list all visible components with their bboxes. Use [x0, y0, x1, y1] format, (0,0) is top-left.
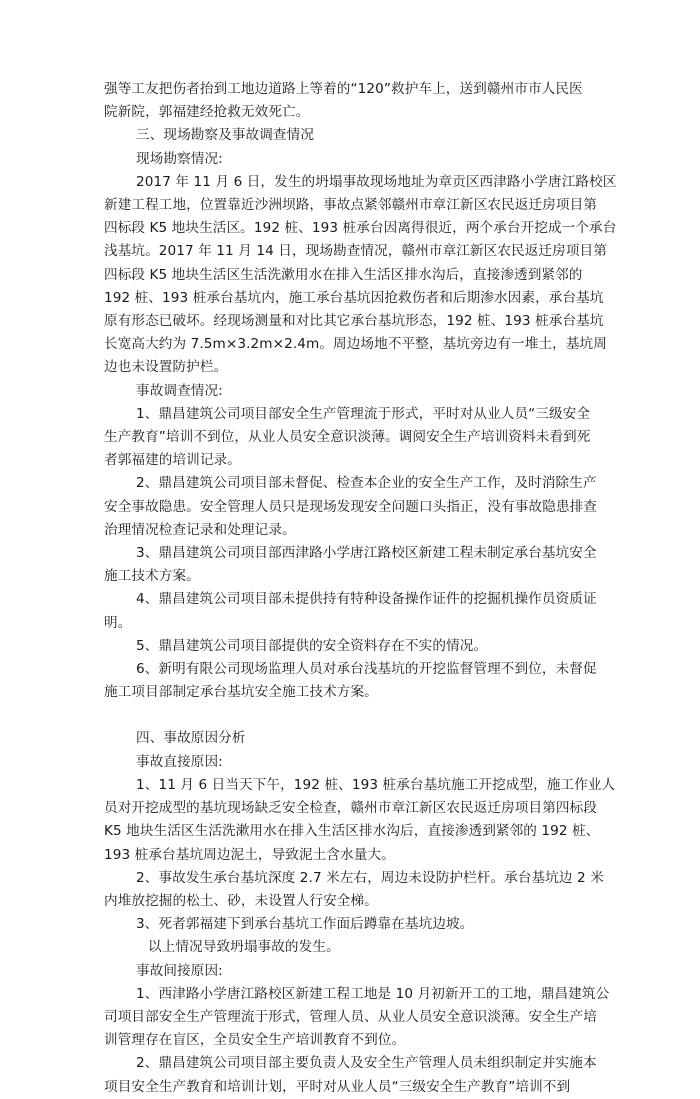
- text-line: 2、事故发生承台基坑深度 2.7 米左右，周边未设防护栏杆。承台基坑边 2 米: [136, 869, 604, 886]
- text-line: 院新院，郭福建经抢救无效死亡。: [104, 104, 310, 121]
- text-line: 内堆放挖掘的松土、砂，未设置人行安全梯。: [104, 892, 378, 909]
- text-line: 施工技术方案。: [104, 568, 200, 585]
- text-line: 强等工友把伤者抬到工地边道路上等着的“120”救护车上，送到赣州市市人民医: [104, 81, 583, 97]
- direct-cause-3: [104, 913, 600, 936]
- investigation-item-6: [104, 658, 600, 704]
- text-line: 边也未设置防护栏。: [104, 359, 228, 376]
- text-line: 四标段 K5 地块生活区生活洗漱用水在排入生活区排水沟后，直接渗透到紧邻的: [104, 266, 583, 283]
- text-line: 新建工程工地，位置靠近沙洲坝路，事故点紧邻赣州市章江新区农民返迁房项目第: [104, 197, 597, 214]
- direct-cause-summary: 以上情况导致坍塌事故的发生。: [148, 939, 340, 956]
- text-line: 192 桩、193 桩承台基坑内，施工承台基坑因抢救伤者和后期渗水因素，承台基坑: [104, 289, 604, 306]
- direct-cause-1: [104, 774, 616, 867]
- investigation-item-2: [104, 472, 600, 542]
- investigation-item-3: [104, 542, 600, 588]
- text-line: 2、鼎昌建筑公司项目部未督促、检查本企业的安全生产工作，及时消除生产: [136, 475, 597, 492]
- text-line: 6、新明有限公司现场监理人员对承台浅基坑的开挖监督管理不到位，未督促: [136, 661, 597, 678]
- text-line: 193 桩承台基坑周边泥土，导致泥土含水量大。: [104, 846, 395, 863]
- paragraph-rescue: [104, 78, 600, 124]
- text-line: 5、鼎昌建筑公司项目部提供的安全资料存在不实的情况。: [136, 637, 488, 654]
- text-line: 施工项目部制定承台基坑安全施工技术方案。: [104, 684, 378, 701]
- text-line: 1、11 月 6 日当天下午，192 桩、193 桩承台基坑施工开挖成型，施工作业人: [136, 776, 616, 793]
- indirect-cause-1: [104, 983, 610, 1053]
- text-line: 4、鼎昌建筑公司项目部未提供持有特种设备操作证件的挖掘机操作员资质证: [136, 591, 597, 608]
- investigation-item-4: [104, 588, 600, 634]
- text-line: 项目安全生产教育和培训计划，平时对从业人员“三级安全生产教育”培训不到: [104, 1078, 571, 1095]
- text-line: 2017 年 11 月 6 日，发生的坍塌事故现场地址为章贡区西津路小学唐江路校区: [136, 173, 617, 190]
- text-line: 安全事故隐患。安全管理人员只是现场发现安全问题口头指正，没有事故隐患排查: [104, 498, 597, 515]
- text-line: 3、鼎昌建筑公司项目部西津路小学唐江路校区新建工程未制定承台基坑安全: [136, 545, 597, 562]
- text-line: 训管理存在盲区，全员安全生产培训教育不到位。: [104, 1032, 406, 1049]
- subheading-survey: 现场勘察情况:: [136, 150, 223, 167]
- investigation-item-1: [104, 403, 600, 473]
- subheading-direct-cause: 事故直接原因:: [136, 753, 223, 770]
- text-line: 司项目部安全生产管理流于形式，管理人员、从业人员安全意识淡薄。安全生产培: [104, 1008, 597, 1025]
- text-line: 浅基坑。2017 年 11 月 14 日，现场勘查情况，赣州市章江新区农民返迁房项目第: [104, 243, 607, 260]
- text-line: 3、死者郭福建下到承台基坑工作面后蹲靠在基坑边坡。: [136, 916, 474, 933]
- subheading-indirect-cause: 事故间接原因:: [136, 962, 223, 979]
- text-line: 原有形态已破坏。经现场测量和对比其它承台基坑形态，192 桩、193 桩承台基坑: [104, 313, 604, 330]
- indirect-cause-2: [104, 1052, 600, 1098]
- section-heading-4: 四、事故原因分析: [136, 730, 246, 747]
- text-line: 者郭福建的培训记录。: [104, 452, 241, 469]
- investigation-item-5: [104, 635, 600, 658]
- paragraph-survey: [104, 171, 617, 380]
- blank-line: [104, 704, 600, 727]
- subheading-investigation: 事故调查情况:: [136, 382, 223, 399]
- text-line: 1、鼎昌建筑公司项目部安全生产管理流于形式，平时对从业人员“三级安全: [136, 405, 591, 422]
- text-line: 1、西津路小学唐江路校区新建工程工地是 10 月初新开工的工地，鼎昌建筑公: [136, 985, 610, 1002]
- text-line: 2、鼎昌建筑公司项目部主要负责人及安全生产管理人员未组织制定并实施本: [136, 1055, 597, 1072]
- text-line: 员对开挖成型的基坑现场缺乏安全检查，赣州市章江新区农民返迁房项目第四标段: [104, 800, 597, 817]
- text-line: 生产教育”培训不到位，从业人员安全意识淡薄。调阅安全生产培训资料未看到死: [104, 429, 591, 446]
- section-heading-3: 三、现场勘察及事故调查情况: [136, 127, 315, 144]
- text-line: 明。: [104, 614, 132, 631]
- text-line: 四标段 K5 地块生活区。192 桩、193 桩承台因离得很近，两个承台开挖成一个承台: [104, 220, 617, 237]
- direct-cause-2: [104, 867, 604, 913]
- text-line: 长宽高大约为 7.5m×3.2m×2.4m。周边场地不平整，基坑旁边有一堆土，基坑周: [104, 336, 607, 353]
- text-line: 治理情况检查记录和处理记录。: [104, 521, 296, 538]
- text-line: K5 地块生活区生活洗漱用水在排入生活区排水沟后，直接渗透到紧邻的 192 桩、: [104, 823, 600, 840]
